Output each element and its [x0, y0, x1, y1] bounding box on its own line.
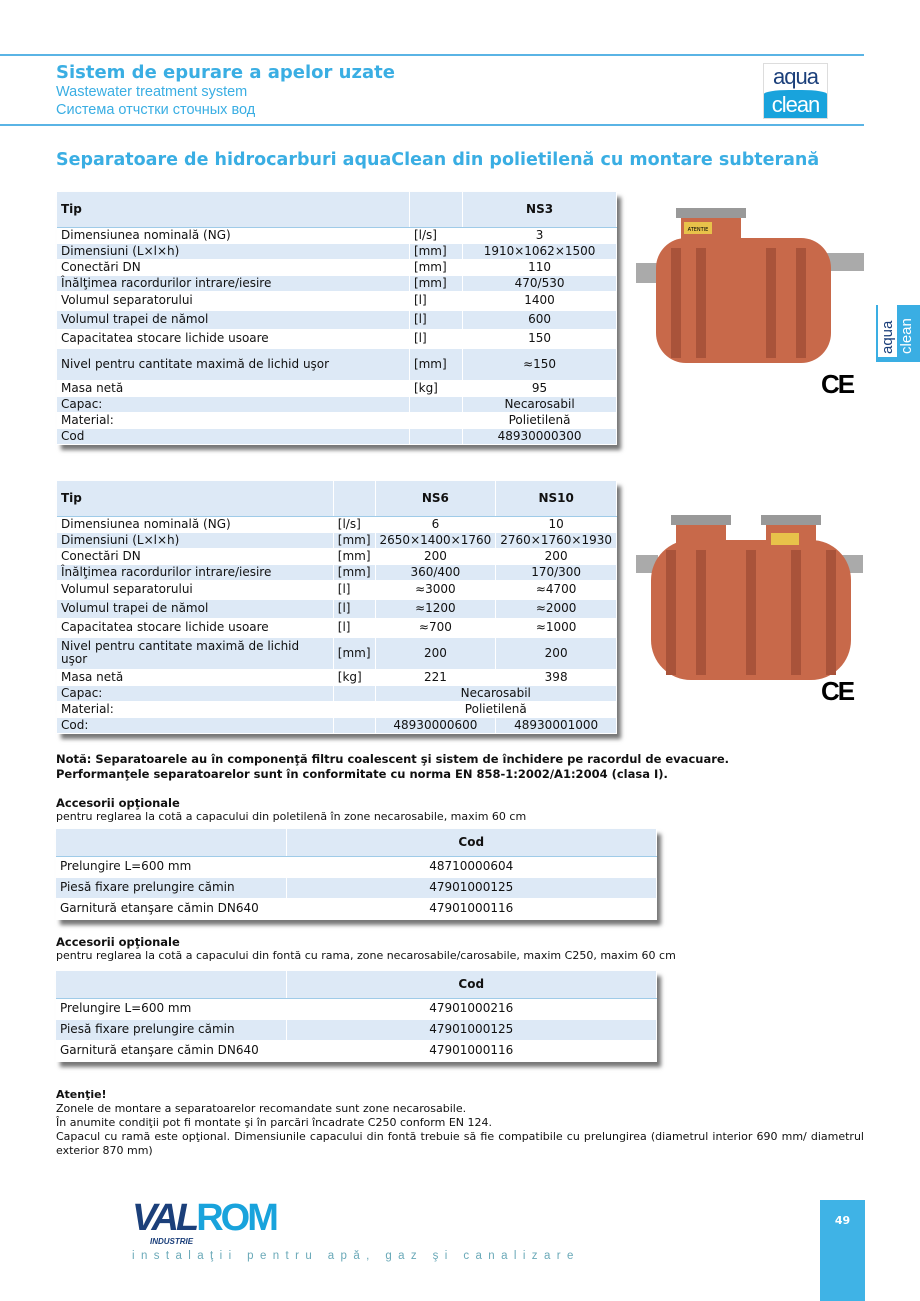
table-row — [56, 998, 657, 1019]
attention-title: Atenţie! — [56, 1088, 107, 1101]
row-value: 470/530 — [463, 275, 617, 291]
row-label: Dimensiunea nominală (NG) — [57, 227, 409, 243]
table-row — [57, 618, 617, 637]
row-unit: [mm] — [333, 564, 375, 580]
table-row — [57, 396, 617, 412]
row-value: 10 — [496, 516, 617, 532]
row-label: Dimensiuni (L×l×h) — [57, 532, 333, 548]
accessory-name: Garnitură etanşare cămin DN640 — [56, 898, 286, 919]
row-label: Cod — [57, 428, 409, 444]
accessory-name: Prelungire L=600 mm — [56, 856, 286, 877]
header-cell: NS3 — [463, 192, 617, 227]
attention-line: Zonele de montare a separatoarelor recomandate sunt zone necarosabile. — [56, 1102, 467, 1115]
row-value: ≈1000 — [496, 618, 617, 637]
row-label: Masa netă — [57, 669, 333, 685]
header-rule-top — [0, 54, 864, 56]
subtitle-ru: Система отчстки сточных вод — [56, 102, 256, 118]
accessory-code: 47901000116 — [286, 898, 657, 919]
row-value: 221 — [375, 669, 496, 685]
subtitle-en: Wastewater treatment system — [56, 84, 248, 100]
table-row — [57, 412, 617, 428]
row-label: Volumul separatorului — [57, 291, 409, 310]
row-unit: [l] — [333, 580, 375, 599]
table-row — [57, 243, 617, 259]
row-unit: [mm] — [333, 548, 375, 564]
row-label: Nivel pentru cantitate maximă de lichid uşor — [57, 637, 333, 669]
accessory-name: Prelungire L=600 mm — [56, 998, 286, 1019]
row-value: 200 — [496, 637, 617, 669]
row-value: 1400 — [463, 291, 617, 310]
row-label: Capacitatea stocare lichide usoare — [57, 618, 333, 637]
row-unit: [l] — [333, 618, 375, 637]
row-label: Capacitatea stocare lichide usoare — [57, 329, 409, 348]
row-unit: [kg] — [333, 669, 375, 685]
footer-tagline: instalaţii pentru apă, gaz şi canalizare — [132, 1250, 580, 1262]
row-label: Volumul trapei de nămol — [57, 310, 409, 329]
table-row — [56, 877, 657, 898]
attention-line: În anumite condiţii pot fi montate şi în parcări încadrate C250 conform EN 124. — [56, 1116, 492, 1129]
row-unit: [l/s] — [409, 227, 462, 243]
table-row — [57, 428, 617, 444]
aquaclean-side-tab — [876, 305, 920, 362]
valrom-logo — [132, 1197, 302, 1248]
aquaclean-logo — [763, 63, 828, 119]
logo-industrie: INDUSTRIE — [150, 1237, 194, 1246]
row-value: 360/400 — [375, 564, 496, 580]
table-row — [57, 599, 617, 618]
row-value: 600 — [463, 310, 617, 329]
table-row — [57, 516, 617, 532]
accessories-block-1 — [56, 796, 657, 920]
table-row — [57, 637, 617, 669]
row-value: ≈4700 — [496, 580, 617, 599]
row-value: Necarosabil — [375, 685, 616, 701]
table-row — [56, 898, 657, 919]
row-value: 200 — [375, 637, 496, 669]
row-label: Material: — [57, 701, 333, 717]
row-value: 110 — [463, 259, 617, 275]
accessory-code: 48710000604 — [286, 856, 657, 877]
table-row — [57, 701, 617, 717]
spec-table-ns6-ns10 — [57, 481, 617, 734]
row-value: ≈150 — [463, 348, 617, 380]
note-line-1: Notă: Separatoarele au în componenţă filtru coalescent şi sistem de închidere pe racordul de evacuare. — [56, 752, 730, 766]
row-value: 170/300 — [496, 564, 617, 580]
table-row — [57, 548, 617, 564]
row-unit: [mm] — [409, 275, 462, 291]
row-label: Volumul trapei de nămol — [57, 599, 333, 618]
row-value: Polietilenă — [375, 701, 616, 717]
logo-val: VAL — [132, 1197, 197, 1239]
row-value: ≈2000 — [496, 599, 617, 618]
logo-rom: ROM — [196, 1197, 276, 1239]
table-row — [57, 310, 617, 329]
row-unit: [mm] — [409, 243, 462, 259]
header-cell — [333, 481, 375, 516]
page-number: 49 — [820, 1200, 865, 1301]
row-unit: [mm] — [409, 348, 462, 380]
header-cell: Cod — [286, 829, 657, 856]
row-label: Înălţimea racordurilor intrare/iesire — [57, 275, 409, 291]
section-title: Separatoare de hidrocarburi aquaClean din polietilenă cu montare subterană — [56, 150, 820, 170]
row-label: Înălţimea racordurilor intrare/iesire — [57, 564, 333, 580]
logo-line1: aqua — [773, 64, 818, 89]
logo-line2: clean — [764, 90, 827, 119]
row-unit: [l] — [409, 329, 462, 348]
accessory-name: Garnitură etanşare cămin DN640 — [56, 1040, 286, 1061]
row-value: 48930001000 — [496, 717, 617, 733]
table-row — [57, 291, 617, 310]
table-row — [57, 532, 617, 548]
row-value: ≈3000 — [375, 580, 496, 599]
row-unit — [333, 701, 375, 717]
row-unit: [mm] — [333, 532, 375, 548]
table-header — [57, 481, 617, 516]
row-value: 48930000300 — [463, 428, 617, 444]
accessories-subtitle: pentru reglarea la cotă a capacului din fontă cu rama, zone necarosabile/carosabile, maxim C250, maxim 60 cm — [56, 949, 676, 962]
header-rule-bottom — [0, 124, 864, 126]
accessories-subtitle: pentru reglarea la cotă a capacului din poletilenă în zone necarosabile, maxim 60 cm — [56, 810, 527, 823]
table-row — [56, 1019, 657, 1040]
row-value: ≈700 — [375, 618, 496, 637]
header-cell: Tip — [57, 192, 409, 227]
row-value: Polietilenă — [463, 412, 617, 428]
note — [56, 752, 729, 782]
row-value: ≈1200 — [375, 599, 496, 618]
row-unit — [409, 396, 462, 412]
row-value: 398 — [496, 669, 617, 685]
row-value: 1910×1062×1500 — [463, 243, 617, 259]
table-row — [56, 856, 657, 877]
header-cell: Cod — [286, 971, 657, 998]
row-unit — [409, 412, 462, 428]
side-tab-line1: aqua — [878, 304, 897, 357]
accessory-code: 47901000216 — [286, 998, 657, 1019]
row-value: 200 — [496, 548, 617, 564]
row-unit: [l] — [333, 599, 375, 618]
row-label: Nivel pentru cantitate maximă de lichid uşor — [57, 348, 409, 380]
row-unit: [mm] — [333, 637, 375, 669]
page-title: Sistem de epurare a apelor uzate — [56, 62, 395, 83]
row-unit: [l/s] — [333, 516, 375, 532]
row-label: Dimensiuni (L×l×h) — [57, 243, 409, 259]
row-label: Conectări DN — [57, 548, 333, 564]
row-unit — [333, 685, 375, 701]
row-unit — [409, 428, 462, 444]
table-header — [57, 192, 617, 227]
row-label: Conectări DN — [57, 259, 409, 275]
table-row — [57, 580, 617, 599]
spec-table-ns3 — [57, 192, 617, 445]
table-row — [56, 1040, 657, 1061]
row-unit: [mm] — [409, 259, 462, 275]
row-unit: [l] — [409, 310, 462, 329]
header-cell — [409, 192, 462, 227]
accessories-title: Accesorii opţionale — [56, 935, 180, 949]
side-tab-line2: clean — [898, 318, 915, 354]
warning-label: ATENTIE — [687, 227, 709, 233]
row-label: Cod: — [57, 717, 333, 733]
table-row — [57, 564, 617, 580]
table-row — [57, 348, 617, 380]
row-label: Volumul separatorului — [57, 580, 333, 599]
header-cell: NS6 — [375, 481, 496, 516]
row-value: 200 — [375, 548, 496, 564]
row-value: 6 — [375, 516, 496, 532]
row-value: 2760×1760×1930 — [496, 532, 617, 548]
row-unit: [l] — [409, 291, 462, 310]
table-row — [57, 685, 617, 701]
row-label: Capac: — [57, 396, 409, 412]
row-label: Material: — [57, 412, 409, 428]
accessory-name: Piesă fixare prelungire cămin — [56, 877, 286, 898]
note-line-2: Performanţele separatoarelor sunt în conformitate cu norma EN 858-1:2002/A1:2004 (clasa I). — [56, 767, 668, 781]
table-row — [57, 227, 617, 243]
row-value: Necarosabil — [463, 396, 617, 412]
ce-mark-1: CE — [821, 369, 854, 398]
table-row — [57, 329, 617, 348]
row-label: Masa netă — [57, 380, 409, 396]
accessory-code: 47901000116 — [286, 1040, 657, 1061]
accessories-title: Accesorii opţionale — [56, 796, 180, 810]
table-row — [57, 380, 617, 396]
row-value: 95 — [463, 380, 617, 396]
row-unit: [kg] — [409, 380, 462, 396]
header-cell: NS10 — [496, 481, 617, 516]
accessory-name: Piesă fixare prelungire cămin — [56, 1019, 286, 1040]
accessory-code: 47901000125 — [286, 877, 657, 898]
row-label: Capac: — [57, 685, 333, 701]
table-header — [56, 829, 657, 856]
attention-block — [56, 1088, 864, 1158]
table-row — [57, 275, 617, 291]
row-label: Dimensiunea nominală (NG) — [57, 516, 333, 532]
table-row — [57, 717, 617, 733]
table-row — [57, 259, 617, 275]
ns3-tank-image — [636, 208, 864, 398]
row-value: 3 — [463, 227, 617, 243]
row-value: 150 — [463, 329, 617, 348]
row-unit — [333, 717, 375, 733]
attention-line: Capacul cu ramă este opţional. Dimensiunile capacului din fontă trebuie să fie compatibile cu prelungirea (diametrul interior 690 mm/ diametrul exterior 870 mm) — [56, 1130, 864, 1157]
table-header — [56, 971, 657, 998]
accessory-code: 47901000125 — [286, 1019, 657, 1040]
header-cell — [56, 829, 286, 856]
row-value: 2650×1400×1760 — [375, 532, 496, 548]
header-cell: Tip — [57, 481, 333, 516]
ce-mark-2: CE — [821, 676, 854, 705]
ns6-ns10-tank-image — [636, 515, 864, 705]
table-row — [57, 669, 617, 685]
header-cell — [56, 971, 286, 998]
row-value: 48930000600 — [375, 717, 496, 733]
accessories-block-2 — [56, 935, 676, 1062]
